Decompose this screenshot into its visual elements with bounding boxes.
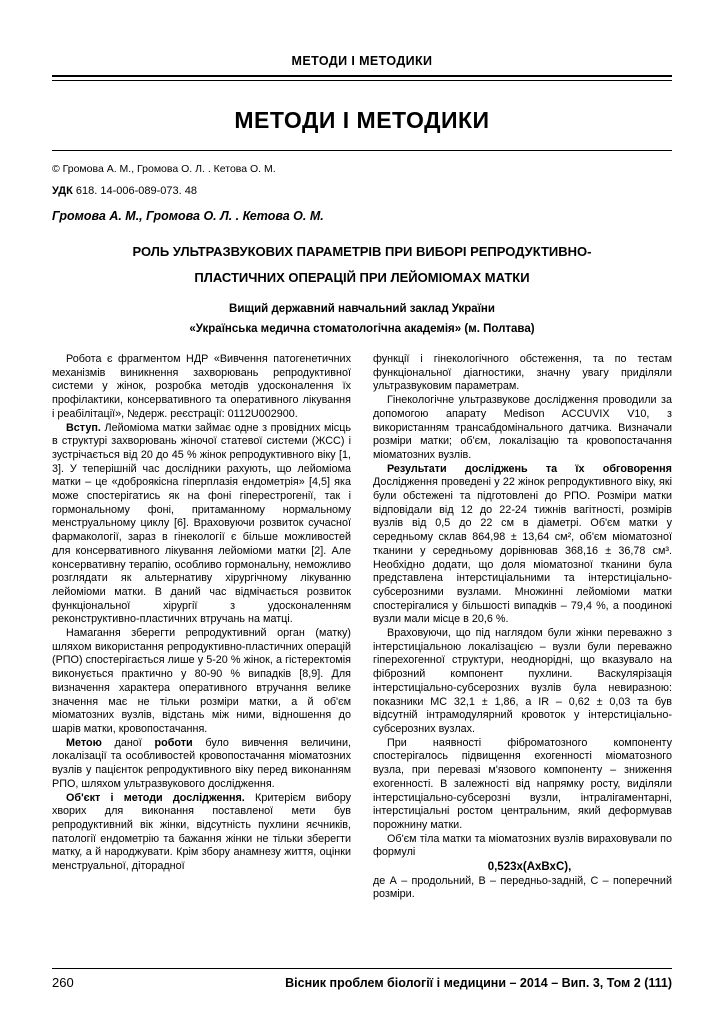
paragraph-methods-text: Критерієм вибору хворих для виконання поставленої мети був репродуктивний вік жінки, відсутність пухлини яєчників, патології ендометрію та бажання жінки не тільки зберегти матку, а й народжувати. Крім збору анамнезу життя, оцінки менструальної, діторадної [52,791,352,873]
heading-vstup: Вступ. [66,421,101,434]
authors-line: Громова А. М., Громова О. Л. . Кетова О. М. [52,209,324,223]
copyright-line: © Громова А. М., Громова О. Л. . Кетова О. М. [52,163,276,175]
footer-divider [52,968,672,969]
journal-reference: Вісник проблем біології і медицини – 2014 – Вип. 3, Том 2 (111) [285,976,672,990]
paragraph-volume-formula-intro: Об'єм тіла матки та міоматозних вузлів вираховували по формулі [373,832,672,859]
running-head: МЕТОДИ І МЕТОДИКИ [291,54,433,68]
title-divider [52,150,672,151]
paragraph-methods-cont: функції і гінекологічного обстеження, та по тестам функціональної діагностики, значну увагу приділяли ультразвуковим параметрам. [373,353,672,393]
heading-object-methods: Об'єкт і методи дослідження. [66,791,245,804]
article-title-line-1: РОЛЬ УЛЬТРАЗВУКОВИХ ПАРАМЕТРІВ ПРИ ВИБОРІ РЕПРОДУКТИВНО- [132,244,592,259]
heading-roboty: роботи [154,736,193,749]
paragraph-funding: Робота є фрагментом НДР «Вивчення патогенетичних механізмів виникнення захворювань репродуктивної системи у жінок, розробка методів удосконалення їх профілактики, консервативного та оперативного лікування і реабілітації», №держ. реєстрації: 0112U002900. [52,353,351,420]
heading-results: Результати досліджень та їх обговорення [387,462,672,475]
heading-meta: Метою [66,736,102,749]
paragraph-intro [52,422,351,628]
paragraph-vascularization: Враховуючи, що під наглядом були жінки переважно з інтерстиціальною локалізацією – вузли були переважно гіперехогенної структури, неоднорідні, що вказувало на фіброзний компонент пухлини. Васкулярізація інтерстиціально-субсерозних вузлів була невиразною: показники МС 32,1 ± 1,86, а IR – 0,62 ± 0,03 та був відсутній інтрамодулярний кровоток у інтерстиціально-субсерозних вузлах. [373,627,672,735]
left-column [52,353,351,874]
paragraph-methods [52,792,351,874]
udk-line [52,185,672,197]
formula: 0,523х(АхВхС), [487,861,572,874]
formula-legend: де А – продольний, В – передньо-задній, С – поперечний розміри. [373,874,672,901]
affiliation-line-2: «Українська медична стоматологічна академія» (м. Полтава) [189,323,535,335]
page-title: МЕТОДИ І МЕТОДИКИ [234,107,490,133]
affiliation-line-1: Вищий державний навчальний заклад України [229,303,495,315]
paragraph-aim [52,737,351,792]
udk-value: 618. 14-006-089-073. 48 [75,185,198,197]
paragraph-ultrasound: Гінекологічне ультразвукове дослідження проводили за допомогою апарату Medison ACCUVIX V10, з використанням трансабдомінального датчика. Визначали розміри матки; об'єм, локалізацію та кровопостачання міоматозних вузлів. [373,394,672,461]
footer-row [52,975,672,990]
article-title-line-2: ПЛАСТИЧНИХ ОПЕРАЦІЙ ПРИ ЛЕЙОМІОМАХ МАТКИ [194,270,530,285]
article-title [52,239,672,291]
page-footer [52,968,672,990]
paragraph-results-text: Дослідження проведені у 22 жінок репродуктивного віку, які були обстежені та підготовлені до РПО. Розміри матки відповідали від 12 до 22-24 тижнів вагітності, розмірів вузлів від 0,5 до 22 см в діаметрі. Об'єм матки у середньому склав 864,98 ± 13,64 см², об'єм міоматозної тканини у середньому дорівнював 368,16 ± 36,78 см³. Необхідно додати, що доля міоматозної тканини була представлена інтерстиціальними та інтерстиціально-субсерозними вузлами. Множинні лейоміоми матки спостерігалися у більшості випадків – 79,4 %, а поодинокі вузли мали місце в 20,6 %. [373,476,672,626]
paragraph-intro-text: Лейоміома матки займає одне з провідних місць в структурі захворювань жіночої статевої системи (ЖСС) і зустрічається від 20 до 45 % жінок репродуктивного віку [1, 3]. У теперішній час дослідники рахують, що лейоміома матки – це «доброякісна гіперплазія ендометрія» [4,5] яка може спостерігатись як на фоні гіперестрогенії, так і гормональному фоні, притаманному нормальному менструальному циклу [6]. Враховуючи розвиток сучасної фармакології, зараз в гінекології є більше можливостей для консервативного лікування лейоміоми матки [2]. Але консервативну терапію, особливо гормональну, неможливо розглядати як альтернативу хірургічному лікуванню лейоміоми матки. В даний час відмічається розвиток функціональної хірургії з удосконаленням реконструктивно-пластичних втручань на матці. [52,421,351,626]
paragraph-surgery: Намагання зберегти репродуктивний орган (матку) шляхом використання репродуктивно-пластичних операцій (РПО) спостерігається лише у 5-20 % жінок, а гістеректомія виконується практично у 80-90 % випадків [8,9]. Для визначення характера оперативного втручання велике значення має не тільки розміри матки, а й об'єм міоматозних вузлів, відстань між ними, відношення до шарів матки, кровопостачання. [52,627,351,735]
right-column [373,353,672,902]
body-columns [52,353,672,902]
header-divider [52,75,672,81]
aim-mid: даної [101,736,155,749]
udk-label: УДК [52,185,73,197]
paragraph-echogenicity: При наявності фіброматозного компоненту спостерігалось підвищення ехогенності міоматозного вузла, при перевазі м'язового компоненту – зниження ехогенності. В залежності від напрямку росту, виділяли інтерстиціально-субсерозні вузли, інтралігаментарні, інтерстиціальні ростом центральним, який деформував порожнину матки. [373,736,672,831]
paragraph-aim-text: було вивчення величини, локалізації та особливостей кровопостачання міоматозних вузлів у пацієнток репродуктивного віку перед виконанням РПО, шляхом ультразвукового дослідження. [52,736,351,790]
paragraph-results [373,463,672,627]
page-number: 260 [52,975,74,990]
